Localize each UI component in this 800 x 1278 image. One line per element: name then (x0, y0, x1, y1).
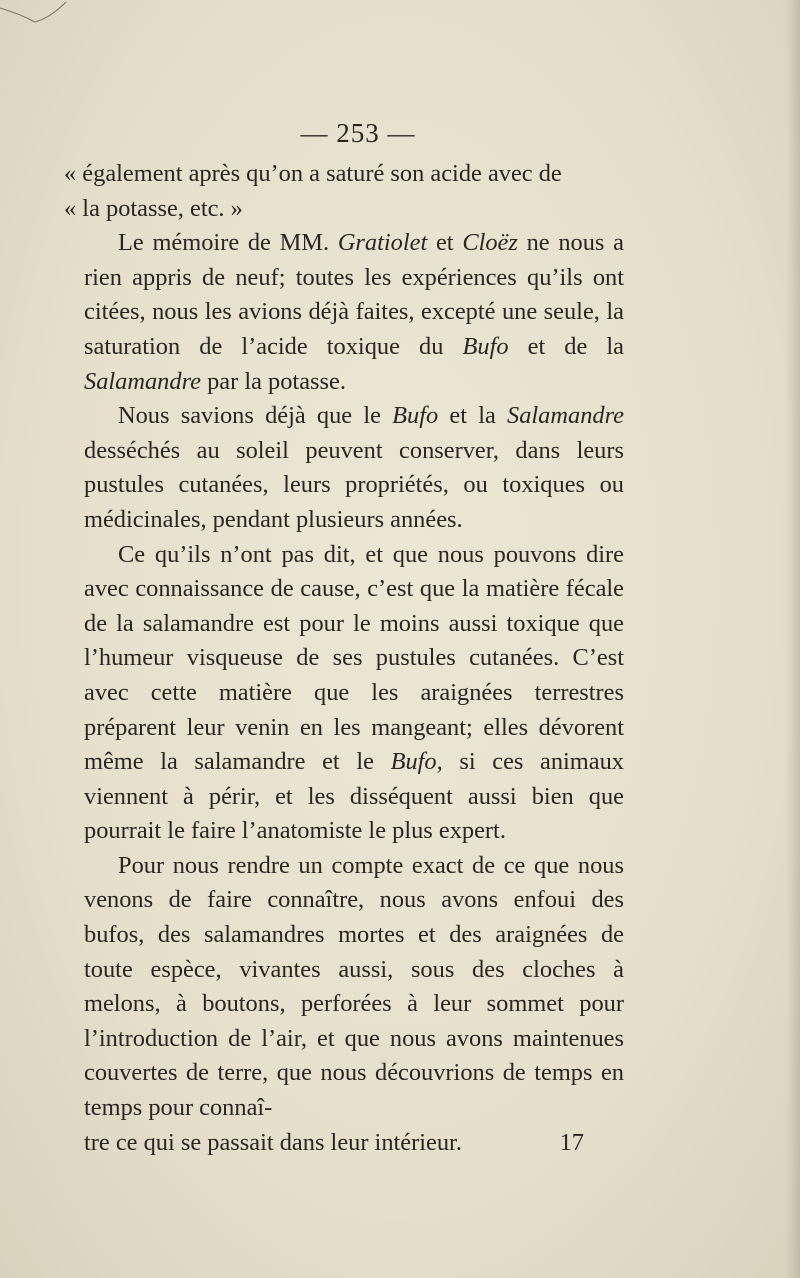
paragraph (84, 538, 624, 849)
text-run: Nous savions déjà que le (118, 402, 393, 430)
body-text (64, 157, 624, 1160)
text-run: et de la (508, 332, 624, 360)
last-line (84, 1126, 624, 1161)
text-run: Le mémoire de MM. (118, 229, 338, 257)
text-run: tre ce qui se passait dans leur intérieur. (84, 1128, 462, 1156)
genus-name: Salamandre (507, 402, 624, 430)
page-number: — 253 — (300, 118, 416, 148)
text-run: par la potasse. (200, 367, 346, 395)
signature-mark: 17 (559, 1128, 584, 1156)
text-run: et la (438, 402, 508, 430)
paragraph (84, 849, 624, 1126)
genus-name: Bufo (462, 332, 509, 360)
page-corner-stain (0, 0, 70, 30)
genus-name: Bufo, (390, 748, 443, 776)
text-run: et (427, 229, 463, 257)
paragraph (84, 226, 624, 399)
text-run: Pour nous rendre un compte exact de ce que nous venons de faire connaître, nous avons enfoui des bufos, des salamandres mortes et des araignées de toute espèce, vivantes aussi, sous des cloches à melons, à boutons, perforées à leur sommet pour l’introduction de l’air, et que nous avons maintenues couvertes de terre, que nous découvrions de temps en temps pour connaî- (84, 851, 624, 1122)
text-run: ne nous a rien appris de neuf; toutes les expériences qu’ils ont citées, nous les avions déjà faites, excepté une seule, la saturation de l’acide toxique du (84, 229, 624, 360)
genus-name: Bufo (392, 402, 439, 430)
author-name: Gratiolet (337, 229, 428, 257)
text-run: si ces animaux viennent à périr, et les disséquent aussi bien que pourrait le faire l’anatomiste le plus expert. (84, 748, 624, 845)
author-name: Cloëz (462, 229, 518, 257)
paragraph (84, 399, 624, 537)
quote-line: « également après qu’on a saturé son acide avec de (64, 160, 562, 187)
quote-line: « la potasse, etc. » (64, 194, 243, 222)
text-run: Ce qu’ils n’ont pas dit, et que nous pouvons dire avec connaissance de cause, c’est que la matière fécale de la salamandre est pour le moins aussi toxique que l’humeur visqueuse de ses pustules cutanées. C’est avec cette matière que les araignées terrestres préparent leur venin en les mangeant; elles dévorent même la salamandre et le (84, 540, 624, 776)
genus-name: Salamandre (84, 367, 201, 395)
page-edge-shadow (786, 0, 800, 1278)
text-run: desséchés au soleil peuvent conserver, dans leurs pustules cutanées, leurs propriétés, ou toxiques ou médicinales, pendant plusieurs années. (84, 436, 624, 533)
